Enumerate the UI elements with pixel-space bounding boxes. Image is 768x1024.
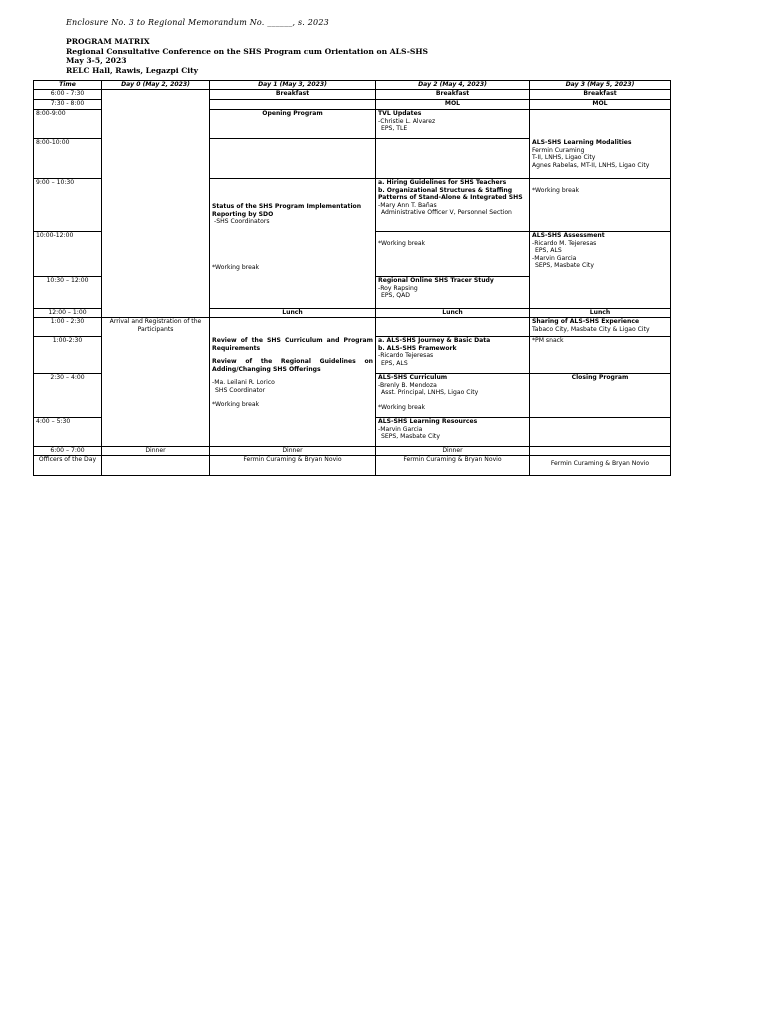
speaker-name: Agnes Rabelas, MT-II, LNHS, Ligao City — [532, 161, 650, 169]
table-header-row — [34, 81, 671, 90]
speaker-name: Fermin Curaming — [532, 146, 585, 154]
time-cell: 10:00-12:00 — [34, 232, 102, 277]
speaker-position: SEPS, Masbate City — [535, 262, 594, 270]
day3-breakfast: Breakfast — [530, 90, 671, 100]
document-subtitle: Regional Consultative Conference on the SHS Program cum Orientation on ALS-SHS — [66, 46, 429, 56]
day1-opening-program: Opening Program — [210, 110, 376, 139]
session-title: TVL Updates — [378, 110, 422, 117]
day2-tracer-study-cell — [376, 277, 530, 309]
day3-closing-program: Closing Program — [530, 374, 671, 418]
session-title: Review of the Regional Guidelines on Adding/Changing SHS Offerings — [212, 358, 373, 373]
speaker-name: -Brenly B. Mendoza — [378, 381, 437, 389]
document-title: PROGRAM MATRIX — [66, 37, 150, 46]
speaker-name: Tabaco City, Masbate City & Ligao City — [532, 325, 650, 333]
day1-review-cell — [210, 318, 376, 447]
speaker-name: -Marvin Garcia — [378, 425, 423, 433]
day2-empty-cell — [376, 318, 530, 337]
time-cell: 1:00 - 2:30 — [34, 318, 102, 337]
day3-sharing-cell — [530, 318, 671, 337]
header-day3: Day 3 (May 5, 2023) — [530, 81, 671, 90]
session-title: ALS-SHS Learning Modalities — [532, 139, 632, 146]
day2-curriculum-cell — [376, 374, 530, 418]
day0-morning-cell — [102, 90, 210, 318]
working-break: *Working break — [378, 403, 426, 411]
pm-snack: *PM snack — [532, 337, 564, 344]
day0-officers-cell — [102, 455, 210, 475]
day2-mol: MOL — [376, 100, 530, 110]
speaker-position: Asst. Principal, LNHS, Ligao City — [381, 389, 479, 397]
time-cell: 6:00 - 7:30 — [34, 90, 102, 100]
day3-officers: Fermin Curaming & Bryan Novio — [530, 455, 671, 475]
day1-dinner: Dinner — [210, 447, 376, 456]
header-time: Time — [34, 81, 102, 90]
time-cell: 8:00-10:00 — [34, 139, 102, 179]
day1-breakfast: Breakfast — [210, 90, 376, 100]
day3-empty-cell — [530, 418, 671, 447]
speaker-position: EPS, ALS — [535, 247, 562, 255]
time-cell: 4:00 – 5:30 — [34, 418, 102, 447]
time-cell: 7:30 - 8:00 — [34, 100, 102, 110]
enclosure-line: Enclosure No. 3 to Regional Memorandum No. ______, s. 2023 — [66, 18, 329, 27]
table-row — [34, 447, 671, 456]
day2-journey-cell — [376, 337, 530, 374]
day2-learning-resources-cell — [376, 418, 530, 447]
day3-pm-snack-cell — [530, 337, 671, 374]
day2-dinner: Dinner — [376, 447, 530, 456]
speaker-position: T-II, LNHS, Ligao City — [532, 154, 596, 162]
day2-lunch: Lunch — [376, 309, 530, 318]
day2-working-break-cell — [376, 232, 530, 277]
time-cell: 9:00 – 10:30 — [34, 179, 102, 232]
speaker-name: -Ricardo Tejeresas — [378, 352, 434, 360]
speaker-position: EPS, TLE — [381, 125, 408, 133]
speaker-name: -Mary Ann T. Bañas — [378, 201, 437, 209]
speaker-name: -Marvin Garcia — [532, 254, 577, 262]
day2-empty-cell — [376, 139, 530, 179]
day3-learning-modalities-cell — [530, 110, 671, 179]
session-title: ALS-SHS Curriculum — [378, 374, 448, 381]
working-break: *Working break — [532, 187, 580, 194]
speaker-name: -Ricardo M. Tejeresas — [532, 239, 597, 247]
table-row — [34, 455, 671, 475]
time-cell: 1:00-2:30 — [34, 337, 102, 374]
session-title: ALS-SHS Learning Resources — [378, 418, 478, 425]
time-cell: Officers of the Day — [34, 455, 102, 475]
session-title: Sharing of ALS-SHS Experience — [532, 318, 640, 325]
speaker-position: SEPS, Masbate City — [381, 433, 440, 441]
day2-hiring-cell — [376, 179, 530, 232]
day3-working-break-cell — [530, 179, 671, 232]
session-title: Reporting by SDO — [212, 210, 274, 218]
session-title: Status of the SHS Program Implementation — [212, 203, 362, 210]
document-header — [66, 37, 428, 75]
day3-mol: MOL — [530, 100, 671, 110]
day2-officers: Fermin Curaming & Bryan Novio — [376, 455, 530, 475]
session-title: Review of the SHS Curriculum and Program Requirements — [212, 337, 373, 352]
day1-lunch: Lunch — [210, 309, 376, 318]
time-cell: 2:30 – 4:00 — [34, 374, 102, 418]
session-title: a. ALS-SHS Journey & Basic Data — [378, 337, 491, 344]
table-row — [34, 90, 671, 100]
time-cell: 6:00 – 7:00 — [34, 447, 102, 456]
session-title: b. Organizational Structures & Staffing Patterns of Stand-Alone & Integrated SHS — [378, 186, 523, 202]
speaker-position: EPS, QAD — [381, 292, 410, 300]
day0-dinner: Dinner — [102, 447, 210, 456]
day0-arrival-cell: Arrival and Registration of the Participants — [102, 318, 210, 447]
time-cell: 8:00-9:00 — [34, 110, 102, 139]
document-dates: May 3-5, 2023 — [66, 56, 127, 65]
working-break: *Working break — [212, 400, 260, 408]
session-title: a. Hiring Guidelines for SHS Teachers — [378, 179, 507, 186]
speaker-position: Administrative Officer V, Personnel Section — [381, 209, 512, 217]
day1-status-cell — [210, 179, 376, 309]
working-break: *Working break — [212, 263, 260, 271]
document-venue: RELC Hall, Rawis, Legazpi City — [66, 65, 199, 75]
day1-empty-cell — [210, 100, 376, 110]
day1-officers: Fermin Curaming & Bryan Novio — [210, 455, 376, 475]
working-break: *Working break — [378, 240, 426, 247]
time-cell: 12:00 – 1:00 — [34, 309, 102, 318]
header-day2: Day 2 (May 4, 2023) — [376, 81, 530, 90]
day3-lunch: Lunch — [530, 309, 671, 318]
header-day1: Day 1 (May 3, 2023) — [210, 81, 376, 90]
session-title: Regional Online SHS Tracer Study — [378, 277, 494, 284]
session-title: b. ALS-SHS Framework — [378, 344, 457, 352]
day3-assessment-cell — [530, 232, 671, 309]
day3-empty-cell — [530, 447, 671, 456]
day1-empty-cell — [210, 139, 376, 179]
header-day0: Day 0 (May 2, 2023) — [102, 81, 210, 90]
speaker-name: -Roy Rapsing — [378, 284, 418, 292]
speaker-position: EPS, ALS — [381, 359, 408, 367]
speaker-position: SHS Coordinator — [215, 386, 266, 394]
time-cell: 10:30 – 12:00 — [34, 277, 102, 309]
day2-tvl-updates-cell — [376, 110, 530, 139]
table-row — [34, 318, 671, 337]
session-title: ALS-SHS Assessment — [532, 232, 605, 239]
program-matrix-table — [33, 80, 671, 476]
speaker-name: -Ma. Leilani R. Lorico — [212, 379, 275, 387]
speaker-name: -Christie L. Alvarez — [378, 117, 436, 125]
day2-breakfast: Breakfast — [376, 90, 530, 100]
speaker-name: -SHS Coordinators — [214, 218, 270, 226]
